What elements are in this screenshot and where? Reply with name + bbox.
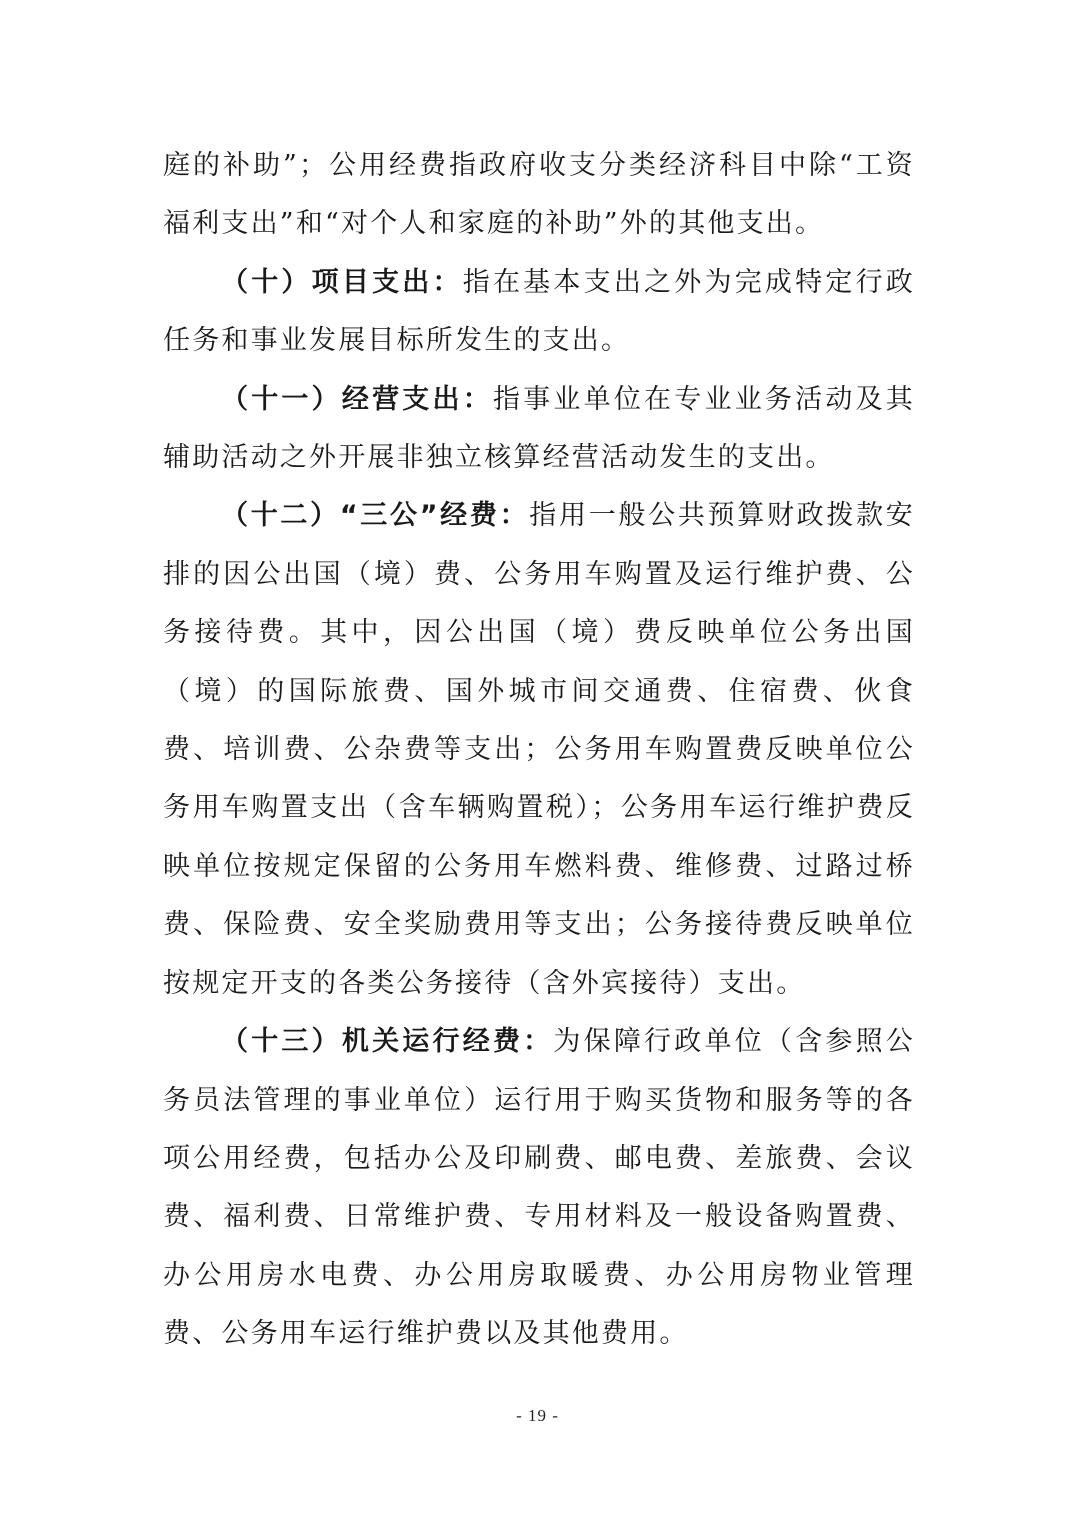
- paragraph-term: （十一）经营支出：: [221, 383, 493, 415]
- paragraph-project-expenditure: [163, 254, 915, 371]
- paragraph-agency-operating-funds: [163, 1013, 915, 1363]
- paragraph-three-public-expenses: [163, 487, 915, 1013]
- paragraph-continued: [163, 137, 915, 254]
- paragraph-text: 指事业单位在专业业务活动及其辅助活动之外开展非独立核算经营活动发生的支出。: [163, 383, 915, 474]
- body-text: [163, 137, 915, 1364]
- paragraph-term: （十）项目支出：: [221, 266, 463, 298]
- paragraph-term: （十三）机关运行经费：: [221, 1026, 554, 1058]
- paragraph-text: 庭的补助”；公用经费指政府收支分类经济科目中除“工资福利支出”和“对个人和家庭的补助”外的其他支出。: [163, 150, 915, 240]
- paragraph-text: 指在基本支出之外为完成特定行政任务和事业发展目标所发生的支出。: [163, 266, 915, 357]
- paragraph-text: 指用一般公共预算财政拨款安排的因公出国（境）费、公务用车购置及运行维护费、公务接待费。其中，因公出国（境）费反映单位公务出国（境）的国际旅费、国外城市间交通费、住宿费、伙食费、培训费、公杂费等支出；公务用车购置费反映单位公务用车购置支出（含车辆购置税）；公务用车运行维护费反映单位按规定保留的公务用车燃料费、维修费、过路过桥费、保险费、安全奖励费用等支出；公务接待费反映单位按规定开支的各类公务接待（含外宾接待）支出。: [163, 500, 915, 999]
- paragraph-text: 为保障行政单位（含参照公务员法管理的事业单位）运行用于购买货物和服务等的各项公用经费，包括办公及印刷费、邮电费、差旅费、会议费、福利费、日常维护费、专用材料及一般设备购置费、办公用房水电费、办公用房取暖费、办公用房物业管理费、公务用车运行维护费以及其他费用。: [163, 1026, 916, 1350]
- paragraph-term: （十二）“三公”经费：: [221, 500, 530, 532]
- page-number: - 19 -: [516, 1406, 559, 1425]
- paragraph-operating-expenditure: [163, 371, 915, 488]
